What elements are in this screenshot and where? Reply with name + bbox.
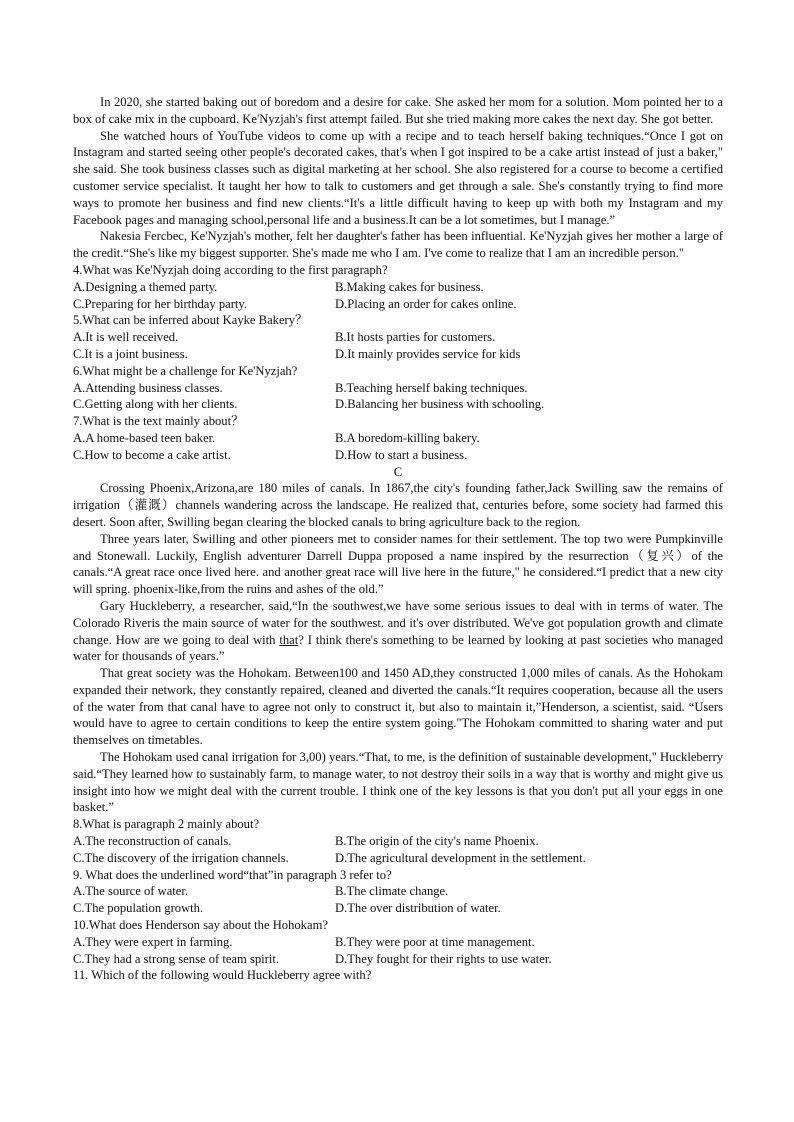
question-10-options-row-2: [73, 951, 723, 968]
question-8-option-d: D.The agricultural development in the settlement.: [335, 850, 586, 865]
question-9-stem: 9. What does the underlined word“that”in paragraph 3 refer to?: [73, 867, 392, 882]
question-10-option-d: D.They fought for their rights to use water.: [335, 951, 552, 966]
question-7-stem: 7.What is the text mainly about？: [73, 414, 244, 429]
question-4-option-a: A.Designing a themed party.: [73, 279, 218, 294]
question-5-option-a: A.It is well received.: [73, 330, 179, 345]
passage-c-paragraph-4: That great society was the Hohokam. Between100 and 1450 AD,they constructed 1,000 miles of canals. As the Hohokam expanded their network, they constantly repaired, cleaned and diverted the canals.“It requires cooperation, because all the users of the water from that canal have to agree not only to construct it, but also to maintain it,”Henderson, a scientist, said. “Users would have to agree to certain conditions to keep the entire system going."The Hohokam committed to sharing water and put themselves on timetables.: [73, 666, 723, 748]
question-4-option-c: C.Preparing for her birthday party.: [73, 296, 248, 311]
question-6-options-row-1: [73, 380, 723, 397]
question-10-option-a: A.They were expert in farming.: [73, 934, 233, 949]
exam-page: [73, 94, 723, 984]
paragraph-3-text-end: ? I think there's something to be learned by looking at past societies who managed water for thousands of years.”: [73, 632, 723, 664]
passage-b-paragraph-1: In 2020, she started baking out of boredom and a desire for cake. She asked her mom for a solution. Mom pointed her to a box of cake mix in the cupboard. Ke'Nyzjah's first attempt failed. But she tried making more cakes the next day. She got better.: [73, 95, 723, 126]
question-6-option-d: D.Balancing her business with schooling.: [335, 397, 545, 412]
question-8-option-a: A.The reconstruction of canals.: [73, 834, 232, 849]
question-8-options-row-1: [73, 833, 723, 850]
question-9-option-d: D.The over distribution of water.: [335, 901, 501, 916]
question-11-stem: 11. Which of the following would Huckleberry agree with?: [73, 968, 372, 983]
question-10-stem: 10.What does Henderson say about the Hohokam?: [73, 918, 328, 933]
question-6-option-c: C.Getting along with her clients.: [73, 397, 238, 412]
question-6-stem: 6.What might be a challenge for Ke'Nyzjah?: [73, 363, 298, 378]
question-9-option-c: C.The population growth.: [73, 901, 204, 916]
passage-b-paragraph-2: She watched hours of YouTube videos to come up with a recipe and to teach herself baking techniques.“Once I got on Instagram and started seeing other people's decorated cakes, that's when I got inspired to be a cake artist instead of just a baker," she said. She took business classes such as digital marketing at her school. She also registered for a course to become a certified customer service specialist. It taught her how to talk to customers and get through a sale. She's constantly trying to find more ways to promote her business and find new clients.“It's a little difficult having to keep up with both my Instagram and my Facebook pages and managing school,personal life and a business.It can be a lot sometimes, but I manage.”: [73, 128, 723, 227]
question-4-option-b: B.Making cakes for business.: [335, 279, 484, 294]
question-9-option-b: B.The climate change.: [335, 884, 449, 899]
question-8-option-b: B.The origin of the city's name Phoenix.: [335, 834, 539, 849]
question-7-options-row-1: [73, 430, 723, 447]
question-8-stem: 8.What is paragraph 2 mainly about?: [73, 817, 260, 832]
question-10-option-c: C.They had a strong sense of team spirit.: [73, 951, 280, 966]
question-5-stem: 5.What can be inferred about Kayke Bakery？: [73, 313, 308, 328]
question-9-option-a: A.The source of water.: [73, 884, 189, 899]
question-9-options-row-1: [73, 883, 723, 900]
question-7-option-a: A.A home-based teen baker.: [73, 430, 216, 445]
passage-c-paragraph-1: Crossing Phoenix,Arizona,are 180 miles of canals. In 1867,the city's founding father,Jack Swilling saw the remains of irrigation（灌溉）channels wandering across the landscape. He realized that, centuries before, some society had farmed this desert. Soon after, Swilling began clearing the blocked canals to bring agriculture back to the region.: [73, 481, 723, 529]
paragraph-3-text-start: Gary Huckleberry, a researcher, said,“In the southwest,we have some serious issues to deal with in terms of water. The Colorado Riveris the main source of water for the southwest. and it's over distributed. We've got population growth and climate change. How are we going to deal with: [73, 598, 723, 647]
question-4-options-row-1: [73, 279, 723, 296]
question-5-options-row-2: [73, 346, 723, 363]
question-6-option-a: A.Attending business classes.: [73, 380, 223, 395]
question-10-options-row-1: [73, 934, 723, 951]
question-5-option-d: D.It mainly provides service for kids: [335, 346, 521, 361]
passage-b-paragraph-3: Nakesia Fercbec, Ke'Nyzjah's mother, felt her daughter's father has been influential. Ke'Nyzjah gives her mother a large of the credit.“She's like my biggest supporter. She's made me who I am. I've come to realize that I am an incredible person.": [73, 229, 723, 261]
underlined-word-that: that: [279, 632, 299, 647]
question-4-option-d: D.Placing an order for cakes online.: [335, 296, 517, 311]
question-7-options-row-2: [73, 447, 723, 464]
question-7-option-c: C.How to become a cake artist.: [73, 447, 231, 462]
question-4-options-row-2: [73, 296, 723, 313]
passage-c-paragraph-3: [73, 598, 723, 665]
question-7-option-d: D.How to start a business.: [335, 447, 468, 462]
passage-c-paragraph-5: The Hohokam used canal irrigation for 3,00) years.“That, to me, is the definition of sustainable development," Huckleberry said.“They learned how to sustainably farm, to manage water, to not destroy their soils in a way that is worthy and might give us insight into how we might deal with the current trouble. I think one of the key lessons is that you don't put all your eggs in one basket.”: [73, 750, 723, 815]
question-5-option-c: C.It is a joint business.: [73, 346, 188, 361]
question-6-option-b: B.Teaching herself baking techniques.: [335, 380, 528, 395]
section-c-heading: C: [393, 464, 403, 479]
question-4-stem: 4.What was Ke'Nyzjah doing according to the first paragraph?: [73, 262, 388, 277]
question-8-option-c: C.The discovery of the irrigation channels.: [73, 850, 289, 865]
question-5-options-row-1: [73, 329, 723, 346]
question-5-option-b: B.It hosts parties for customers.: [335, 330, 496, 345]
passage-c-paragraph-2: Three years later, Swilling and other pioneers met to consider names for their settlement. The top two were Pumpkinville and Stonewall. Luckily, English adventurer Darrell Duppa proposed a name inspired by the resurrection（复兴）of the canals.“A great race once lived here. and another great race will live here in the future," he considered.“I predict that a new city will spring. phoenix-like,from the ruins and ashes of the old.”: [73, 531, 723, 597]
question-9-options-row-2: [73, 900, 723, 917]
question-8-options-row-2: [73, 850, 723, 867]
question-7-option-b: B.A boredom-killing bakery.: [335, 430, 480, 445]
question-6-options-row-2: [73, 396, 723, 413]
question-10-option-b: B.They were poor at time management.: [335, 934, 535, 949]
